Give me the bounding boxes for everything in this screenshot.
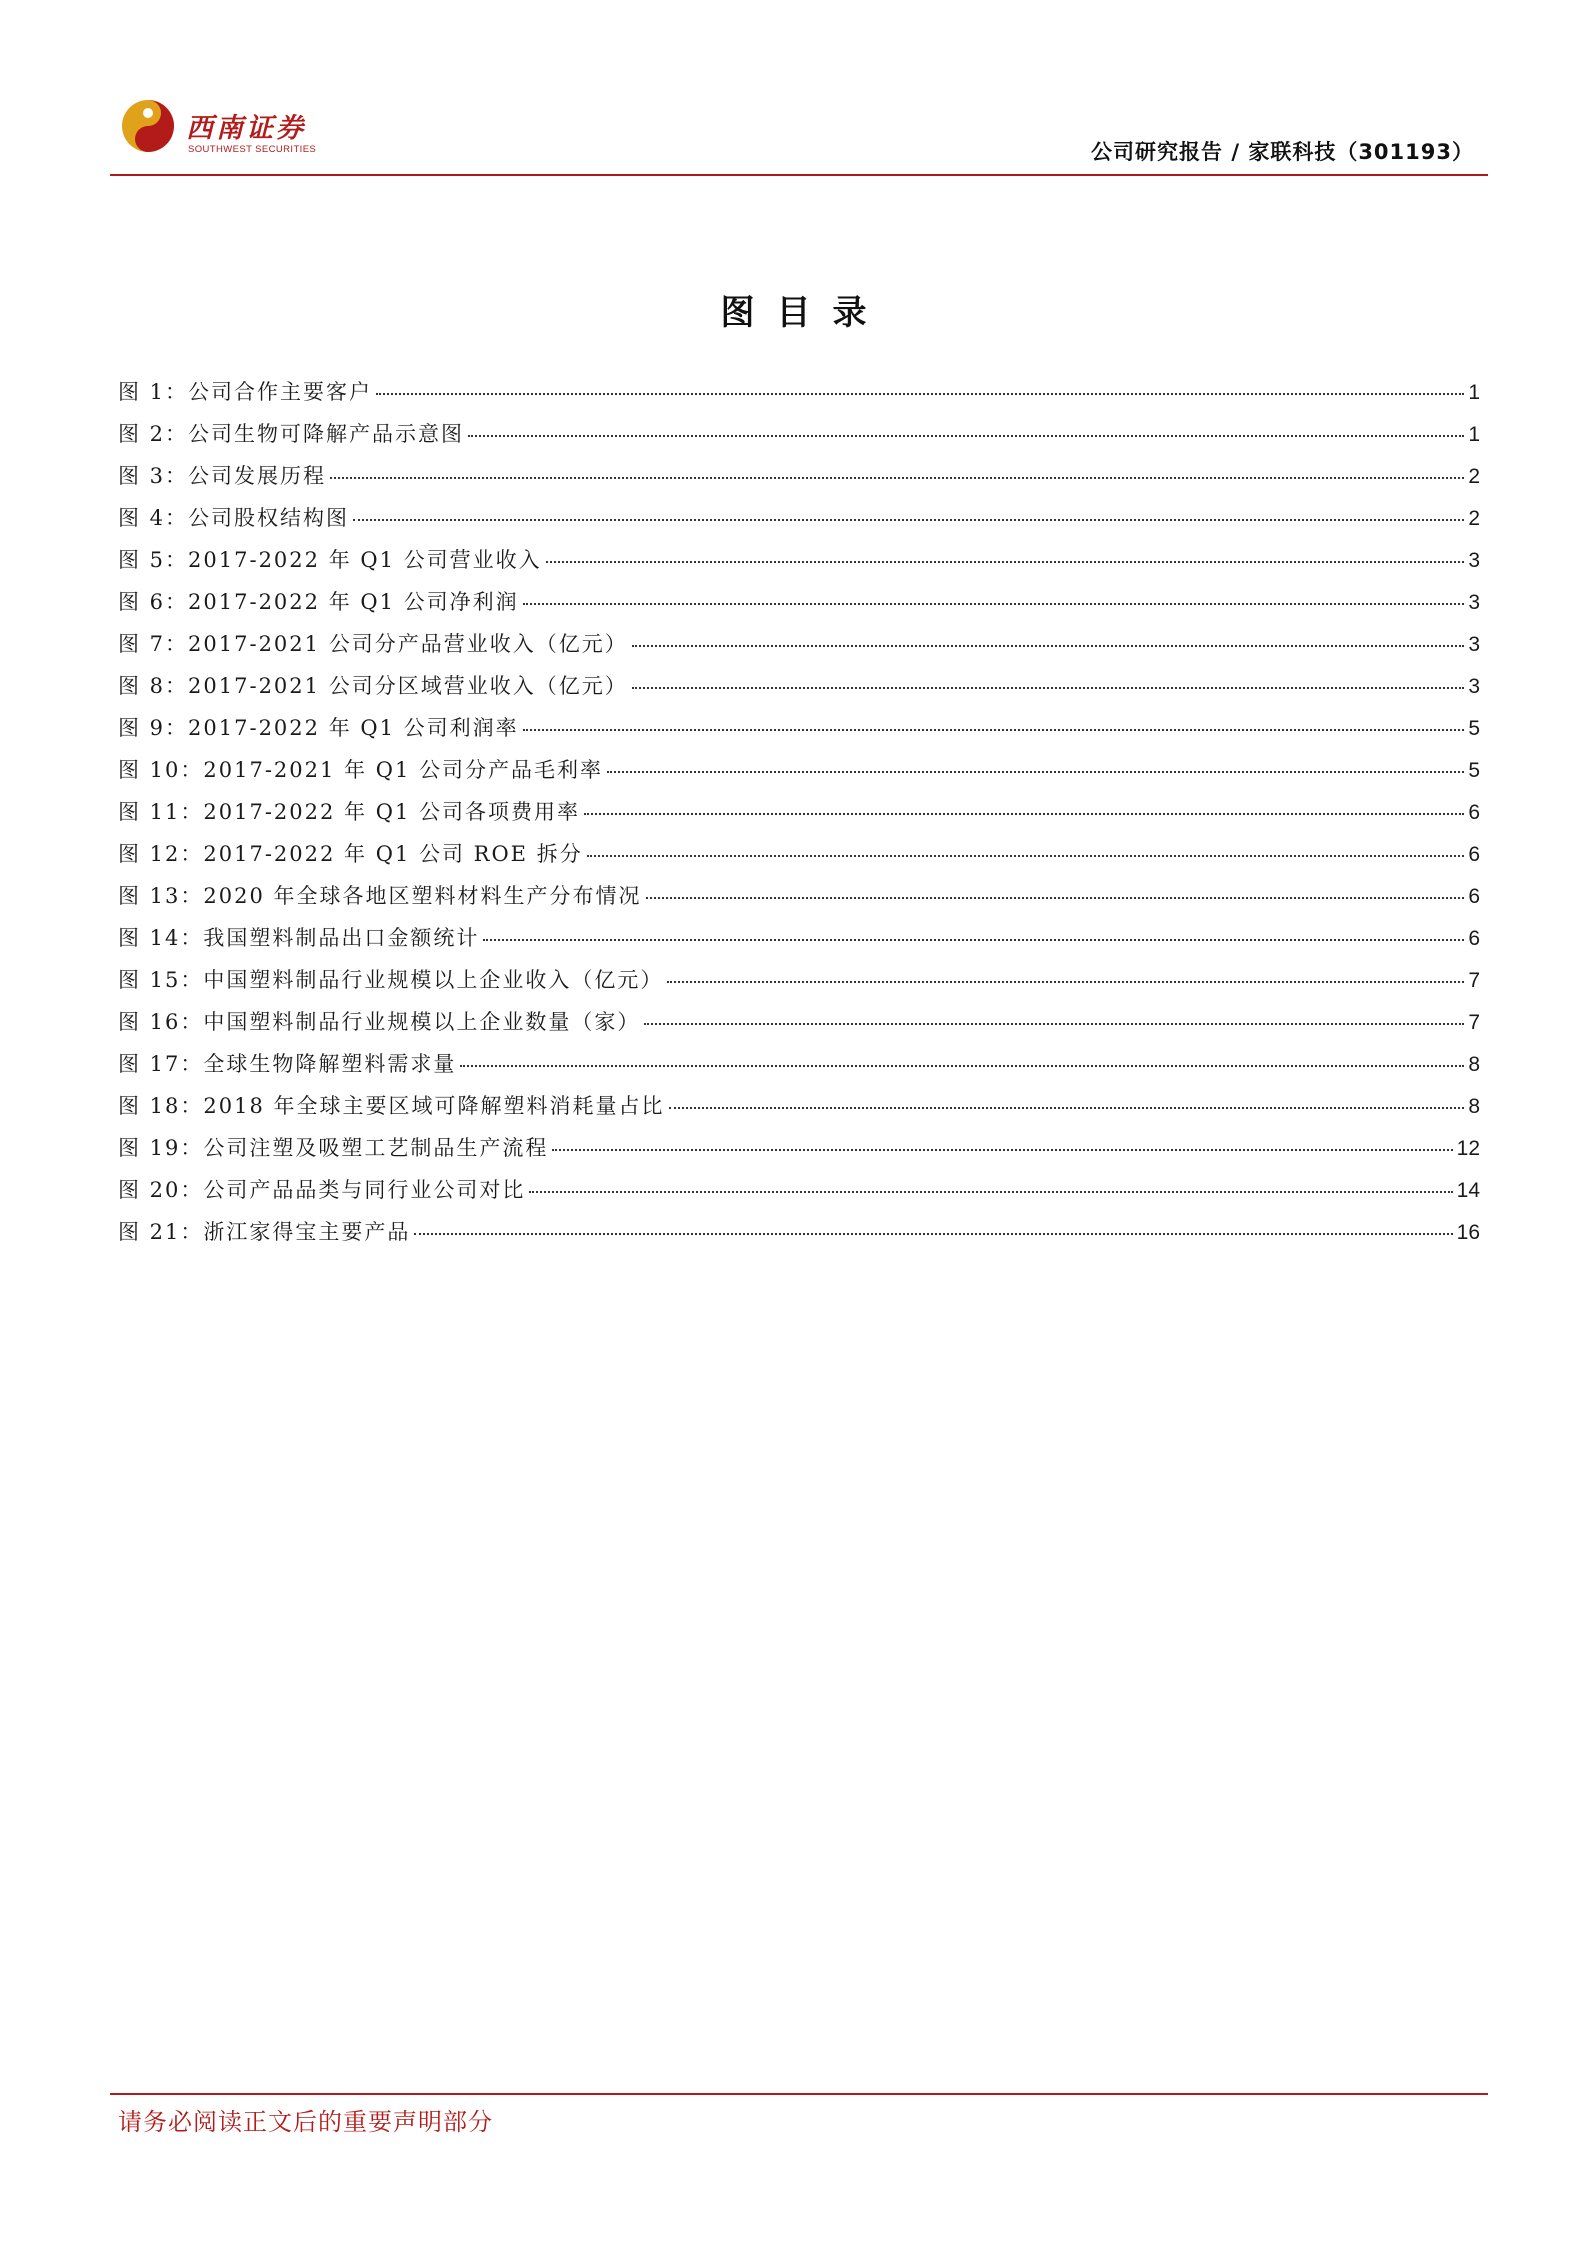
toc-dot-leader: [460, 1065, 1464, 1067]
toc-entry-label[interactable]: 图 10：2017-2021 年 Q1 公司分产品毛利率: [118, 758, 603, 782]
toc-entry-label[interactable]: 图 13：2020 年全球各地区塑料材料生产分布情况: [118, 884, 642, 908]
logo-english-name: SOUTHWEST SECURITIES: [188, 144, 317, 155]
toc-entry-label[interactable]: 图 16：中国塑料制品行业规模以上企业数量（家）: [118, 1010, 641, 1034]
toc-entry[interactable]: [118, 712, 1480, 754]
toc-entry-page-number: 3: [1468, 675, 1480, 698]
toc-entry-label[interactable]: 图 9：2017-2022 年 Q1 公司利润率: [118, 716, 519, 740]
toc-dot-leader: [632, 687, 1464, 689]
header-divider: [110, 174, 1488, 176]
toc-entry[interactable]: [118, 460, 1480, 502]
toc-dot-leader: [552, 1149, 1452, 1151]
toc-entry[interactable]: [118, 418, 1480, 460]
toc-entry-label[interactable]: 图 11：2017-2022 年 Q1 公司各项费用率: [118, 800, 580, 824]
report-type-heading: 公司研究报告 / 家联科技（301193）: [1091, 140, 1474, 164]
figure-table-of-contents: [118, 376, 1480, 1258]
toc-entry-label[interactable]: 图 3：公司发展历程: [118, 464, 327, 488]
toc-dot-leader: [646, 897, 1464, 899]
toc-entry[interactable]: [118, 964, 1480, 1006]
toc-dot-leader: [523, 603, 1464, 605]
page-header: [110, 92, 1488, 178]
toc-dot-leader: [667, 981, 1464, 983]
toc-entry-page-number: 6: [1468, 801, 1480, 824]
toc-entry-page-number: 7: [1468, 969, 1480, 992]
toc-entry-page-number: 5: [1468, 717, 1480, 740]
toc-entry[interactable]: [118, 796, 1480, 838]
toc-dot-leader: [529, 1191, 1452, 1193]
toc-entry[interactable]: [118, 586, 1480, 628]
toc-dot-leader: [353, 519, 1464, 521]
toc-entry-label[interactable]: 图 1：公司合作主要客户: [118, 380, 373, 404]
toc-dot-leader: [644, 1023, 1464, 1025]
toc-dot-leader: [330, 477, 1464, 479]
toc-dot-leader: [483, 939, 1464, 941]
toc-dot-leader: [414, 1233, 1452, 1235]
toc-entry[interactable]: [118, 1090, 1480, 1132]
toc-entry-label[interactable]: 图 20：公司产品品类与同行业公司对比: [118, 1178, 526, 1202]
toc-entry[interactable]: [118, 1006, 1480, 1048]
toc-entry[interactable]: [118, 880, 1480, 922]
toc-dot-leader: [587, 855, 1464, 857]
toc-entry-page-number: 16: [1456, 1221, 1480, 1244]
toc-entry-page-number: 3: [1468, 591, 1480, 614]
toc-entry-page-number: 12: [1456, 1137, 1480, 1160]
toc-entry-page-number: 2: [1468, 507, 1480, 530]
toc-entry-label[interactable]: 图 18：2018 年全球主要区域可降解塑料消耗量占比: [118, 1094, 665, 1118]
toc-entry-page-number: 1: [1468, 423, 1480, 446]
toc-entry-page-number: 2: [1468, 465, 1480, 488]
toc-entry[interactable]: [118, 754, 1480, 796]
toc-entry[interactable]: [118, 838, 1480, 880]
toc-dot-leader: [376, 393, 1464, 395]
toc-entry-label[interactable]: 图 12：2017-2022 年 Q1 公司 ROE 拆分: [118, 842, 583, 866]
toc-dot-leader: [546, 561, 1464, 563]
toc-entry-page-number: 6: [1468, 927, 1480, 950]
toc-entry-page-number: 6: [1468, 843, 1480, 866]
toc-dot-leader: [607, 771, 1464, 773]
toc-entry[interactable]: [118, 1048, 1480, 1090]
toc-entry-label[interactable]: 图 15：中国塑料制品行业规模以上企业收入（亿元）: [118, 968, 664, 992]
toc-entry-label[interactable]: 图 19：公司注塑及吸塑工艺制品生产流程: [118, 1136, 549, 1160]
toc-dot-leader: [584, 813, 1464, 815]
toc-entry-label[interactable]: 图 5：2017-2022 年 Q1 公司营业收入: [118, 548, 542, 572]
toc-entry[interactable]: [118, 502, 1480, 544]
toc-entry-page-number: 1: [1468, 381, 1480, 404]
toc-entry-label[interactable]: 图 7：2017-2021 公司分产品营业收入（亿元）: [118, 632, 628, 656]
toc-entry-label[interactable]: 图 8：2017-2021 公司分区域营业收入（亿元）: [118, 674, 628, 698]
toc-entry-page-number: 5: [1468, 759, 1480, 782]
page-title: 图目录: [720, 293, 889, 333]
toc-entry-label[interactable]: 图 4：公司股权结构图: [118, 506, 350, 530]
toc-entry-label[interactable]: 图 6：2017-2022 年 Q1 公司净利润: [118, 590, 519, 614]
toc-entry[interactable]: [118, 1174, 1480, 1216]
toc-entry[interactable]: [118, 1216, 1480, 1258]
toc-dot-leader: [523, 729, 1464, 731]
footer-divider: [110, 2093, 1488, 2095]
toc-dot-leader: [632, 645, 1464, 647]
toc-entry-label[interactable]: 图 2：公司生物可降解产品示意图: [118, 422, 465, 446]
toc-entry[interactable]: [118, 670, 1480, 712]
toc-entry-page-number: 3: [1468, 633, 1480, 656]
toc-dot-leader: [468, 435, 1464, 437]
toc-dot-leader: [669, 1107, 1464, 1109]
toc-entry[interactable]: [118, 544, 1480, 586]
toc-entry-page-number: 6: [1468, 885, 1480, 908]
toc-entry-page-number: 3: [1468, 549, 1480, 572]
logo-emblem-icon: [120, 98, 176, 154]
toc-entry-page-number: 8: [1468, 1095, 1480, 1118]
toc-entry-page-number: 14: [1456, 1179, 1480, 1202]
toc-entry[interactable]: [118, 922, 1480, 964]
toc-entry[interactable]: [118, 1132, 1480, 1174]
footer-disclaimer-notice: 请务必阅读正文后的重要声明部分: [118, 2108, 493, 2136]
toc-entry-page-number: 8: [1468, 1053, 1480, 1076]
toc-entry[interactable]: [118, 376, 1480, 418]
toc-entry-label[interactable]: 图 21：浙江家得宝主要产品: [118, 1220, 411, 1244]
toc-entry-page-number: 7: [1468, 1011, 1480, 1034]
company-logo: [120, 92, 340, 162]
logo-chinese-name: 西南证券: [186, 113, 306, 144]
toc-entry-label[interactable]: 图 17：全球生物降解塑料需求量: [118, 1052, 457, 1076]
toc-entry[interactable]: [118, 628, 1480, 670]
toc-entry-label[interactable]: 图 14：我国塑料制品出口金额统计: [118, 926, 480, 950]
